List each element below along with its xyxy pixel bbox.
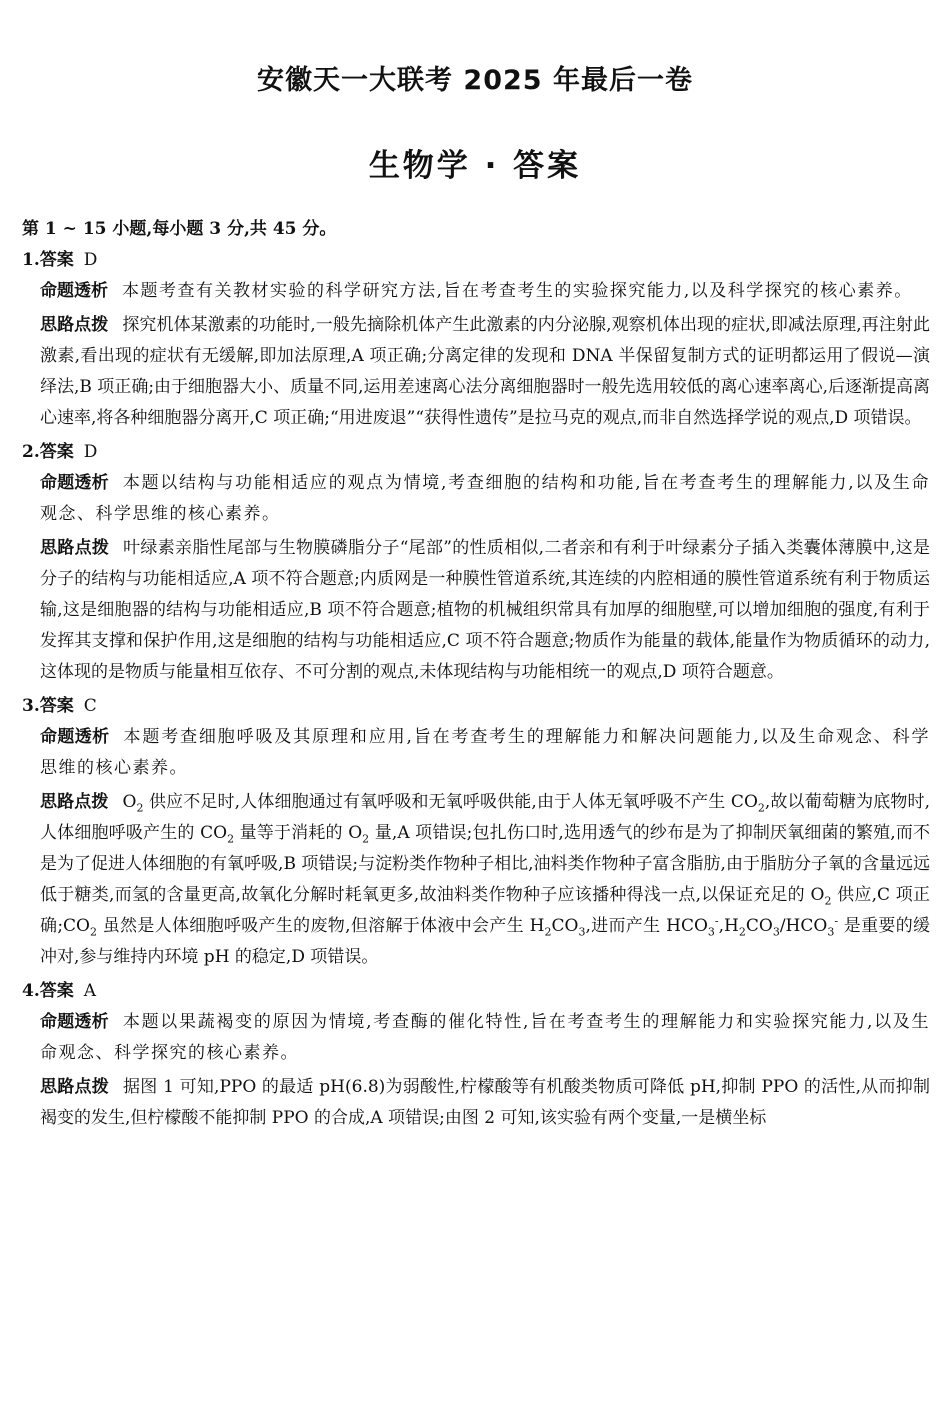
focus-label: 命题透析: [40, 473, 109, 493]
answer-label: 答案: [39, 696, 74, 716]
analysis-text: 叶绿素亲脂性尾部与生物膜磷脂分子“尾部”的性质相似,二者亲和有利于叶绿素分子插入类囊体薄膜中,这是分子的结构与功能相适应,A 项不符合题意;内质网是一种膜性管道系统,其连续的内腔相通的膜性管道系统有利于物质运输,这是细胞器的结构与功能相适应,B 项不符合题意;植物的机械组织常具有加厚的细胞壁,可以增加细胞的强度,有利于发挥其支撑和保护作用,这是细胞的结构与功能相适应,C 项不符合题意;物质作为能量的载体,能量作为物质循环的动力,这体现的是物质与能量相互依存、不可分割的观点,未体现结构与功能相统一的观点,D 项符合题意。: [40, 538, 931, 682]
subject-title: 生物学 · 答案: [368, 148, 582, 184]
answer-letter: A: [83, 981, 97, 1001]
question-3: [22, 691, 930, 973]
analysis-text: 据图 1 可知,PPO 的最适 pH(6.8)为弱酸性,柠檬酸等有机酸类物质可降低 pH,抑制 PPO 的活性,从而抑制褐变的发生,但柠檬酸不能抑制 PPO 的合成,A 项错误;由图 2 可知,该实验有两个变量,一是横坐标: [40, 1077, 931, 1128]
question-1: [22, 245, 930, 434]
answer-content: [22, 214, 930, 1137]
question-1-header: [22, 245, 930, 276]
focus-text: 本题考查细胞呼吸及其原理和应用,旨在考查考生的理解能力和解决问题能力,以及生命观念、科学思维的核心素养。: [40, 727, 930, 778]
question-4-analysis: [40, 1072, 930, 1134]
analysis-text: 探究机体某激素的功能时,一般先摘除机体产生此激素的内分泌腺,观察机体出现的症状,即减法原理,再注射此激素,看出现的症状有无缓解,即加法原理,A 项正确;分离定律的发现和 DNA 半保留复制方式的证明都运用了假说—演绎法,B 项正确;由于细胞器大小、质量不同,运用差速离心法分离细胞器时一般先选用较低的离心速率离心,后逐渐提高离心速率,将各种细胞器分离开,C 项正确;“用进废退”“获得性遗传”是拉马克的观点,而非自然选择学说的观点,D 项错误。: [40, 315, 931, 428]
question-4-header: [22, 976, 930, 1007]
answer-letter: D: [83, 442, 98, 462]
question-number: 3.: [22, 696, 40, 716]
question-2-analysis: [40, 533, 930, 688]
analysis-label: 思路点拨: [40, 792, 109, 812]
question-4-focus: [40, 1007, 930, 1069]
analysis-text: $O_2$ 供应不足时,人体细胞通过有氧呼吸和无氧呼吸供能,由于人体无氧呼吸不产生 $CO_2$,故以葡萄糖为底物时,人体细胞呼吸产生的 $CO_2$ 量等于消耗的 $O_2$ 量,A 项错误;包扎伤口时,选用透气的纱布是为了抑制厌氧细菌的繁殖,而不是为了促进人体细胞的有氧呼吸,B 项错误;与淀粉类作物种子相比,油料类作物种子富含脂肪,由于脂肪分子氧的含量远远低于糖类,而氢的含量更高,故氧化分解时耗氧更多,故油料类作物种子应该播种得浅一点,以保证充足的 $O_2$ 供应,C 项正确$;CO_2$ 虽然是人体细胞呼吸产生的废物,但溶解于体液中会产生 $H_2CO_3$,进而产生 $HCO_3^-,H_2CO_3/HCO_3^-$ 是重要的缓冲对,参与维持内环境 pH 的稳定,D 项错误。: [40, 792, 931, 967]
question-number: 4.: [22, 981, 40, 1001]
answer-label: 答案: [39, 442, 74, 462]
analysis-label: 思路点拨: [40, 538, 110, 558]
answer-letter: C: [83, 696, 97, 716]
question-2-header: [22, 437, 930, 468]
question-2-focus: [40, 468, 930, 530]
focus-label: 命题透析: [40, 727, 110, 747]
focus-label: 命题透析: [40, 1012, 109, 1032]
question-3-analysis: [40, 787, 930, 973]
analysis-label: 思路点拨: [40, 315, 109, 335]
analysis-label: 思路点拨: [40, 1077, 109, 1097]
focus-text: 本题以结构与功能相适应的观点为情境,考查细胞的结构和功能,旨在考查考生的理解能力,以及生命观念、科学思维的核心素养。: [40, 473, 930, 524]
focus-label: 命题透析: [40, 281, 108, 301]
exam-title: 安徽天一大联考 2025 年最后一卷: [257, 65, 693, 96]
focus-text: 本题以果蔬褐变的原因为情境,考查酶的催化特性,旨在考查考生的理解能力和实验探究能力,以及生命观念、科学探究的核心素养。: [40, 1012, 930, 1063]
question-number: 2.: [22, 442, 40, 462]
question-1-focus: [40, 276, 930, 307]
question-4: [22, 976, 930, 1134]
question-2: [22, 437, 930, 688]
answer-letter: D: [83, 250, 98, 270]
answer-label: 答案: [39, 981, 74, 1001]
question-number: 1.: [22, 250, 40, 270]
question-1-analysis: [40, 310, 930, 434]
answer-label: 答案: [39, 250, 74, 270]
focus-text: 本题考查有关教材实验的科学研究方法,旨在考查考生的实验探究能力,以及科学探究的核心素养。: [122, 281, 913, 301]
question-3-header: [22, 691, 930, 722]
section-intro: 第 1 ~ 15 小题,每小题 3 分,共 45 分。: [22, 219, 337, 239]
question-3-focus: [40, 722, 930, 784]
